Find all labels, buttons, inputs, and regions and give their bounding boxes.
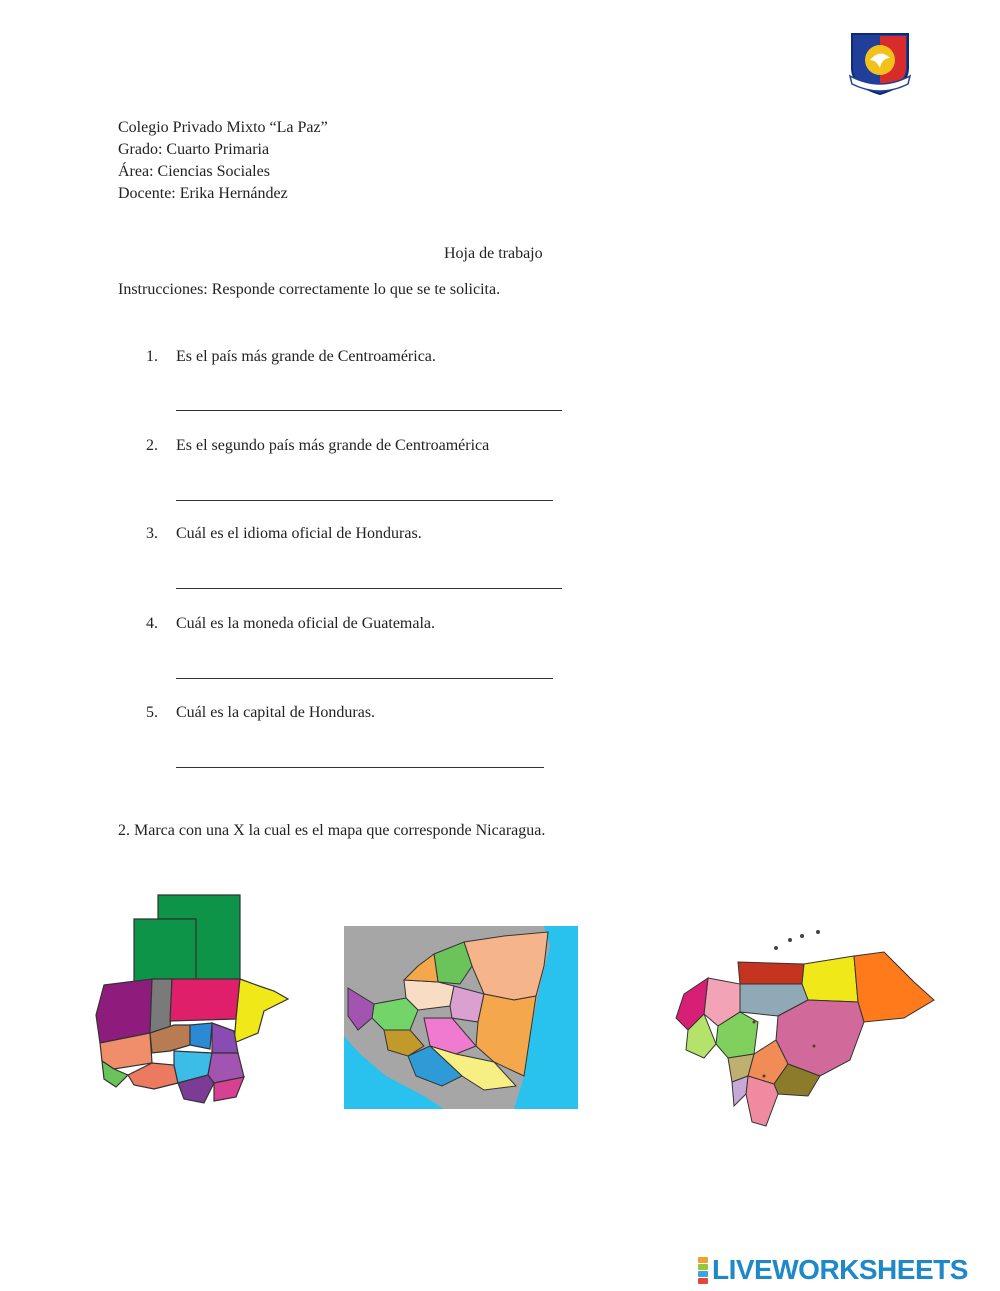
nicaragua-map[interactable] (344, 926, 578, 1109)
honduras-map[interactable] (668, 926, 940, 1130)
question-text: Cuál es la moneda oficial de Guatemala. (176, 615, 436, 632)
question-number: 1. (146, 348, 158, 365)
liveworksheets-logo (698, 1254, 968, 1286)
question-text: Cuál es la capital de Honduras. (176, 704, 376, 721)
grade-label: Grado: Cuarto Primaria (118, 141, 270, 158)
teacher-label: Docente: Erika Hernández (118, 185, 288, 202)
question-text: Cuál es el idioma oficial de Honduras. (176, 525, 422, 542)
answer-line-2[interactable] (176, 500, 553, 501)
question-number: 2. (146, 437, 158, 454)
question-number: 4. (146, 615, 158, 632)
answer-line-3[interactable] (176, 588, 562, 589)
worksheet-title: Hoja de trabajo (444, 245, 543, 262)
answer-line-1[interactable] (176, 410, 562, 411)
guatemala-map[interactable] (94, 893, 290, 1105)
school-name: Colegio Privado Mixto “La Paz” (118, 119, 328, 136)
instructions: Instrucciones: Responde correctamente lo que se te solicita. (118, 281, 501, 298)
question-number: 5. (146, 704, 158, 721)
answer-line-4[interactable] (176, 678, 553, 679)
liveworksheets-wordmark: LIVEWORKSHEETS (712, 1254, 968, 1285)
section2-prompt: 2. Marca con una X la cual es el mapa que corresponde Nicaragua. (118, 822, 546, 839)
map-guatemala-icon (94, 893, 290, 1105)
map-nicaragua-icon (344, 926, 578, 1109)
liveworksheets-icon (698, 1257, 708, 1284)
question-text: Es el país más grande de Centroamérica. (176, 348, 436, 365)
crest-icon (846, 28, 914, 96)
answer-line-5[interactable] (176, 767, 544, 768)
question-number: 3. (146, 525, 158, 542)
area-label: Área: Ciencias Sociales (118, 163, 270, 180)
question-text: Es el segundo país más grande de Centroamérica (176, 437, 490, 454)
school-logo (846, 28, 914, 96)
map-honduras-icon (668, 926, 940, 1130)
